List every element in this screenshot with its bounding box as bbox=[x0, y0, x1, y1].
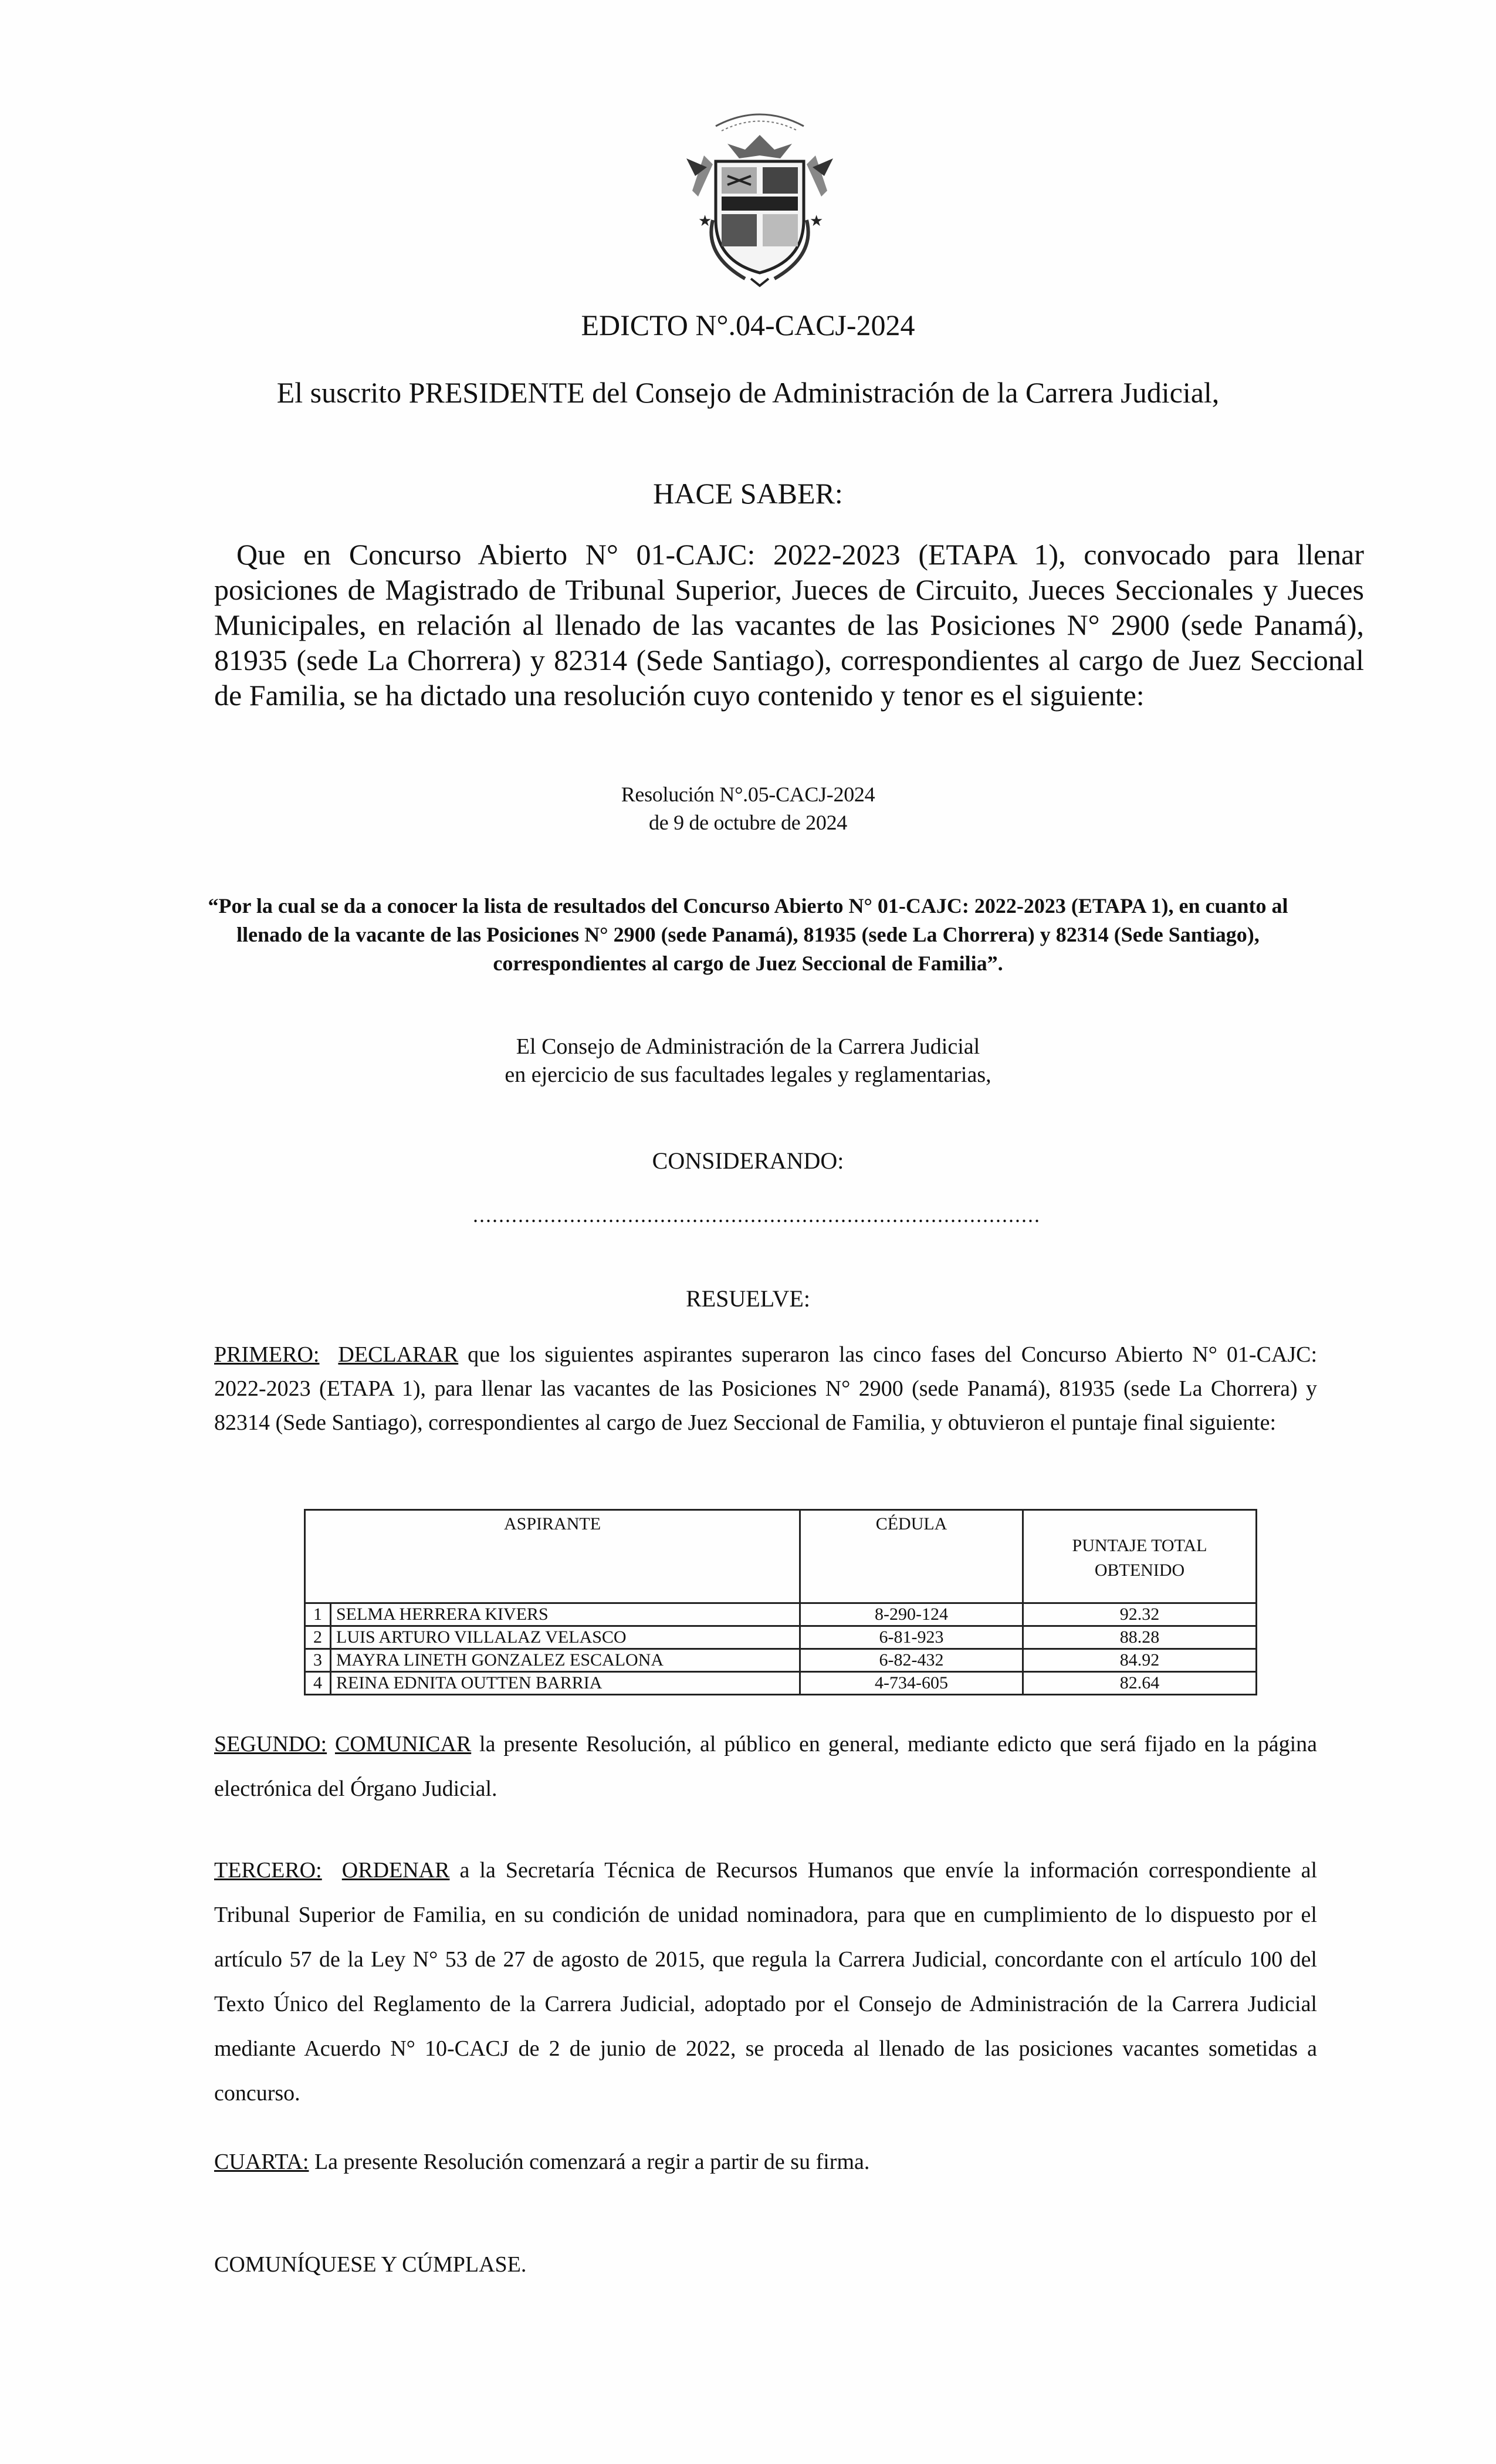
table-row bbox=[305, 1649, 1257, 1672]
primero-text: que los siguientes aspirantes superaron las cinco fases del Concurso Abierto N° 01-CAJC: 2022-2023 (ETAPA 1), para llenar las vacantes de las Posiciones N° 2900 (sede Panamá), 81935 (sede La Chorrera) y 82314 (Sede Santiago), correspondientes al cargo de Juez Seccional de Familia, y obtuvieron el puntaje final siguiente: bbox=[214, 1342, 1318, 1435]
intro-paragraph: Que en Concurso Abierto N° 01-CAJC: 2022-2023 (ETAPA 1), convocado para llenar posiciones de Magistrado de Tribunal Superior, Jueces de Circuito, Jueces Seccionales y Jueces Municipales, en relación al llenado de las vacantes de las Posiciones N° 2900 (sede Panamá), 81935 (sede La Chorrera) y 82314 (Sede Santiago), correspondientes al cargo de Juez Seccional de Familia, se ha dictado una resolución cuyo contenido y tenor es el siguiente: bbox=[214, 538, 1364, 712]
article-tercero bbox=[214, 1848, 1317, 2116]
tercero-verb: ORDENAR bbox=[341, 1858, 450, 1883]
article-segundo bbox=[214, 1722, 1317, 1811]
row-name: SELMA HERRERA KIVERS bbox=[331, 1603, 800, 1626]
row-number: 2 bbox=[305, 1626, 331, 1649]
row-name: LUIS ARTURO VILLALAZ VELASCO bbox=[331, 1626, 800, 1649]
row-cedula: 6-81-923 bbox=[800, 1626, 1023, 1649]
row-name: MAYRA LINETH GONZALEZ ESCALONA bbox=[331, 1649, 800, 1672]
consejo-line-1: El Consejo de Administración de la Carrera Judicial bbox=[516, 1034, 980, 1059]
resolution-heading bbox=[0, 780, 1496, 837]
article-cuarta bbox=[214, 2144, 1317, 2179]
consejo-line-2: en ejercicio de sus facultades legales y reglamentarias, bbox=[505, 1062, 991, 1087]
row-number: 1 bbox=[305, 1603, 331, 1626]
tercero-label: TERCERO: bbox=[214, 1858, 322, 1883]
row-cedula: 6-82-432 bbox=[800, 1649, 1023, 1672]
cuarta-text: La presente Resolución comenzará a regir a partir de su firma. bbox=[309, 2150, 870, 2174]
header-puntaje bbox=[1023, 1510, 1257, 1603]
row-puntaje: 82.64 bbox=[1023, 1672, 1257, 1695]
tercero-text: a la Secretaría Técnica de Recursos Humanos que envíe la información correspondiente al Tribunal Superior de Familia, en su condición de unidad nominadora, para que en cumplimiento de lo dispuesto por el artículo 57 de la Ley N° 53 de 27 de agosto de 2015, que regula la Carrera Judicial, concordante con el artículo 100 del Texto Único del Reglamento de la Carrera Judicial, adoptado por el Consejo de Administración de la Carrera Judicial mediante Acuerdo N° 10-CACJ de 2 de junio de 2022, se proceda al llenado de las posiciones vacantes sometidas a concurso. bbox=[214, 1858, 1318, 2106]
consejo-block bbox=[0, 1033, 1496, 1089]
segundo-text: la presente Resolución, al público en general, mediante edicto que será fijado en la página electrónica del Órgano Judicial. bbox=[214, 1732, 1317, 1801]
row-puntaje: 88.28 bbox=[1023, 1626, 1257, 1649]
table-header-row bbox=[305, 1510, 1257, 1603]
primero-verb: DECLARAR bbox=[338, 1342, 459, 1367]
row-number: 4 bbox=[305, 1672, 331, 1695]
article-primero bbox=[214, 1338, 1317, 1440]
results-table bbox=[304, 1509, 1257, 1695]
closing-line: COMUNÍQUESE Y CÚMPLASE. bbox=[214, 2252, 527, 2277]
header-aspirante: ASPIRANTE bbox=[305, 1510, 800, 1603]
edict-title: EDICTO N°.04-CACJ-2024 bbox=[581, 309, 915, 341]
row-number: 3 bbox=[305, 1649, 331, 1672]
resolution-number: Resolución N°.05-CACJ-2024 bbox=[621, 783, 875, 806]
header-puntaje-line-2: OBTENIDO bbox=[1094, 1561, 1185, 1580]
row-name: REINA EDNITA OUTTEN BARRIA bbox=[331, 1672, 800, 1695]
svg-text:★: ★ bbox=[698, 212, 712, 229]
resolution-quote: “Por la cual se da a conocer la lista de resultados del Concurso Abierto N° 01-CAJC: 2022-2023 (ETAPA 1), en cuanto al llenado de la vacante de las Posiciones N° 2900 (sede Panamá), 81935 (sede La Chorrera) y 82314 (Sede Santiago), correspondientes al cargo de Juez Seccional de Familia”. bbox=[208, 894, 1288, 975]
omission-dots: ........................................................................................ bbox=[473, 1203, 1041, 1227]
table-row bbox=[305, 1626, 1257, 1649]
table-row bbox=[305, 1672, 1257, 1695]
resuelve-heading: RESUELVE: bbox=[686, 1285, 810, 1312]
table-row bbox=[305, 1603, 1257, 1626]
segundo-verb: COMUNICAR bbox=[334, 1732, 472, 1756]
svg-text:★: ★ bbox=[810, 212, 824, 229]
segundo-label: SEGUNDO: bbox=[214, 1732, 327, 1756]
considerando-heading: CONSIDERANDO: bbox=[652, 1148, 844, 1174]
row-puntaje: 92.32 bbox=[1023, 1603, 1257, 1626]
row-puntaje: 84.92 bbox=[1023, 1649, 1257, 1672]
header-puntaje-line-1: PUNTAJE TOTAL bbox=[1072, 1536, 1207, 1555]
primero-label: PRIMERO: bbox=[214, 1342, 320, 1367]
edict-subtitle: El suscrito PRESIDENTE del Consejo de Administración de la Carrera Judicial, bbox=[276, 376, 1220, 409]
row-cedula: 8-290-124 bbox=[800, 1603, 1023, 1626]
coat-of-arms-icon bbox=[681, 103, 839, 287]
row-cedula: 4-734-605 bbox=[800, 1672, 1023, 1695]
hace-saber-heading: HACE SABER: bbox=[653, 477, 843, 510]
header-cedula: CÉDULA bbox=[800, 1510, 1023, 1603]
cuarta-label: CUARTA: bbox=[214, 2150, 309, 2174]
resolution-date: de 9 de octubre de 2024 bbox=[649, 811, 847, 834]
